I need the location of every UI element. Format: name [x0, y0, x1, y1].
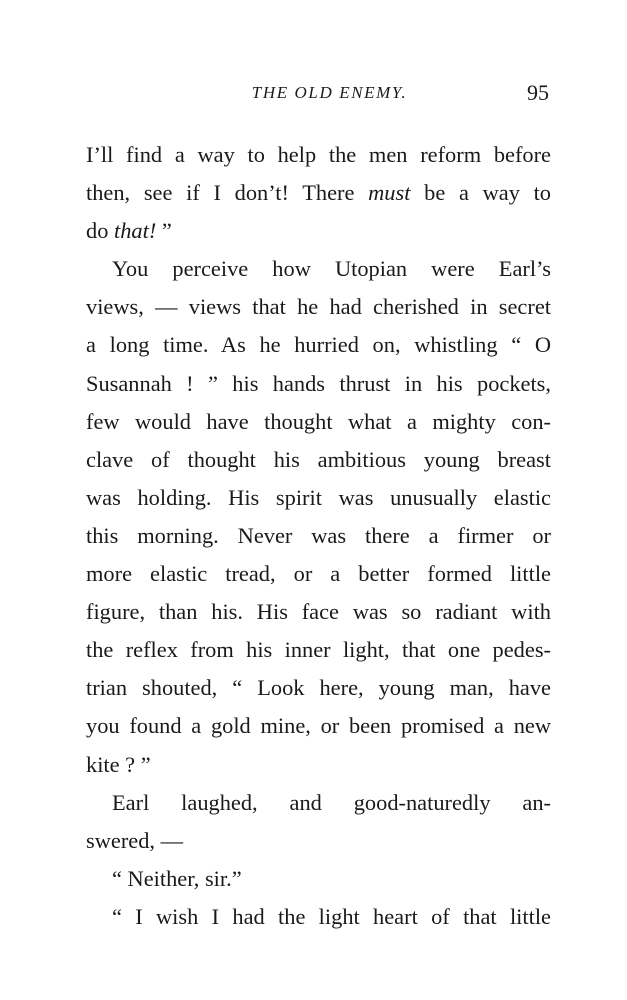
text-line — [86, 593, 551, 631]
line-text: Earl laughed, and good-naturedly an- — [112, 789, 551, 815]
text-line — [86, 403, 551, 441]
line-text: then, see if I don’t! There — [86, 180, 355, 206]
running-head: THE OLD ENEMY. — [251, 83, 408, 102]
text-line — [86, 441, 551, 479]
emphasis-text: must — [368, 180, 411, 206]
line-text: was holding. His spirit was unusually elastic — [86, 484, 551, 510]
line-text: Susannah ! ” his hands thrust in his pockets, — [86, 370, 551, 396]
body-text — [86, 136, 551, 936]
line-text: few would have thought what a mighty con- — [86, 408, 551, 434]
line-text-continuation: be a way to — [410, 180, 551, 206]
text-line — [86, 746, 551, 784]
text-line — [86, 898, 551, 936]
text-line — [86, 479, 551, 517]
line-text: the reflex from his inner light, that one pedes- — [86, 637, 551, 663]
text-line — [86, 288, 551, 326]
page-number: 95 — [527, 80, 549, 105]
text-line — [86, 326, 551, 364]
line-text: a long time. As he hurried on, whistling “ O — [86, 332, 551, 358]
line-text: do — [86, 218, 109, 244]
text-line — [86, 517, 551, 555]
page-header — [86, 80, 551, 114]
text-line — [86, 212, 551, 250]
line-text: figure, than his. His face was so radiant with — [86, 599, 551, 625]
text-line — [86, 631, 551, 669]
text-line — [86, 669, 551, 707]
line-text: You perceive how Utopian were Earl’s — [112, 256, 551, 282]
line-text: “ I wish I had the light heart of that little — [112, 903, 551, 929]
line-text: clave of thought his ambitious young breast — [86, 446, 551, 472]
line-text: I’ll find a way to help the men reform before — [86, 142, 551, 167]
text-line — [86, 174, 551, 212]
text-line — [86, 365, 551, 403]
text-line — [86, 555, 551, 593]
line-text-continuation: ” — [156, 218, 172, 244]
line-text: this morning. Never was there a firmer or — [86, 522, 551, 548]
text-line — [86, 822, 551, 860]
line-text: “ Neither, sir.” — [112, 865, 242, 891]
text-line — [86, 136, 551, 174]
text-line — [86, 707, 551, 745]
line-text: more elastic tread, or a better formed little — [86, 561, 551, 587]
line-text: you found a gold mine, or been promised a new — [86, 713, 551, 739]
line-text: views, — views that he had cherished in secret — [86, 294, 551, 320]
text-line — [86, 860, 551, 898]
text-line — [86, 784, 551, 822]
line-text: kite ? ” — [86, 751, 151, 777]
line-text: trian shouted, “ Look here, young man, have — [86, 675, 551, 701]
line-text: swered, — — [86, 827, 183, 853]
emphasis-text: that! — [114, 218, 157, 244]
text-line — [86, 250, 551, 288]
